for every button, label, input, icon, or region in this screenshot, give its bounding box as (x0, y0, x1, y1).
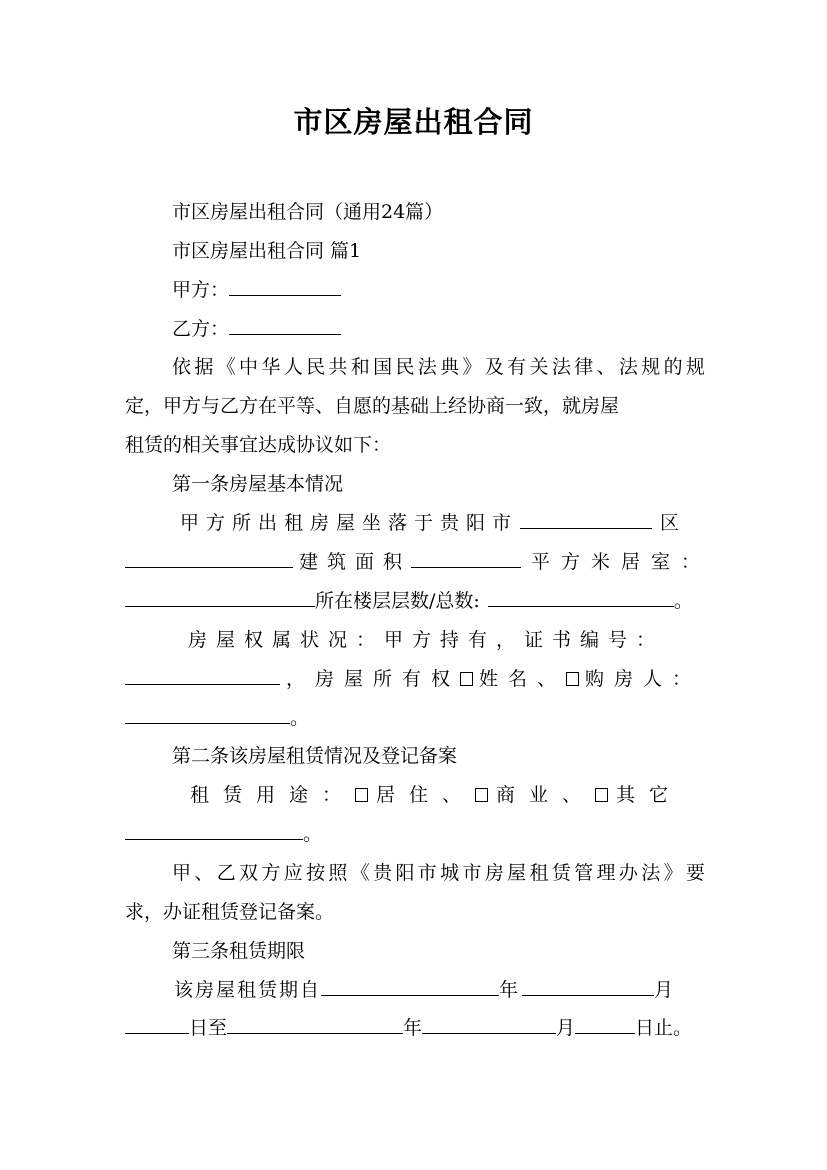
end-day-blank (575, 1015, 635, 1034)
usage-end: 。 (303, 823, 323, 845)
party-b-label: 乙方： (172, 318, 230, 340)
other-checkbox[interactable] (595, 788, 608, 802)
ownership-line (188, 625, 705, 655)
district-suffix: 区 (660, 512, 680, 534)
paragraph-line: 求，办证租赁登记备案。 (125, 901, 335, 923)
location-text: 甲方所出租房屋坐落于贵阳市 (180, 512, 519, 534)
floor-label: 所在楼层层数/总数: (315, 590, 480, 612)
article-heading: 第一条房屋基本情况 (172, 473, 344, 495)
buyer-checkbox[interactable] (566, 672, 579, 686)
location-line (180, 508, 705, 538)
usage-other-blank (125, 821, 303, 840)
paragraph-line: 租赁的相关事宜达成协议如下： (125, 434, 392, 456)
area-label: 建筑面积 (299, 551, 412, 573)
section-heading: 市区房屋出租合同 篇1 (172, 240, 362, 262)
ownership-text: 房屋权属状况：甲方持有，证书编号： (188, 629, 665, 651)
month-label: 月 (654, 979, 674, 1001)
ownership-type-text: ，房屋所有权 (286, 668, 461, 690)
usage-label: 租赁用途： (190, 784, 356, 806)
name-option: 姓名、 (479, 668, 567, 690)
buyer-line (125, 703, 705, 733)
subtitle-line: 市区房屋出租合同（通用24篇） (172, 201, 444, 223)
party-b-line (172, 314, 752, 344)
rooms-blank (125, 588, 315, 607)
usage-blank-line (125, 819, 705, 849)
paragraph-line: 定，甲方与乙方在平等、自愿的基础上经协商一致，就房屋 (125, 395, 620, 417)
start-day-blank (125, 1015, 189, 1034)
buyer-option: 购房人： (585, 668, 702, 690)
residential-checkbox[interactable] (355, 788, 368, 802)
party-a-label: 甲方： (172, 279, 230, 301)
party-a-blank (229, 277, 341, 296)
certificate-blank (125, 666, 280, 685)
floor-end: 。 (673, 590, 693, 612)
buyer-blank (125, 705, 290, 724)
party-b-blank (229, 316, 341, 335)
start-year-blank (321, 977, 499, 996)
term-start-label: 该房屋租赁期自 (174, 979, 322, 1001)
area-blank (411, 549, 521, 568)
other-option: 其它 (616, 784, 683, 806)
buyer-end: 。 (290, 707, 310, 729)
commercial-checkbox[interactable] (475, 788, 488, 802)
ownership-type-line (125, 664, 705, 694)
floor-blank (488, 588, 674, 607)
area-line (125, 547, 712, 577)
commercial-option: 商业、 (496, 784, 596, 806)
end-year-label: 年 (403, 1017, 423, 1039)
article-heading: 第二条该房屋租赁情况及登记备案 (172, 745, 458, 767)
address-blank (125, 549, 293, 568)
term-start-line (174, 975, 705, 1005)
paragraph-line: 甲 、 乙 双 方 应 按 照 《 贵 阳 市 城 市 房 屋 租 赁 管 理 办 法 》 要 (172, 862, 705, 884)
document-title: 市区房屋出租合同 (293, 105, 534, 139)
floor-line (125, 586, 705, 616)
usage-line (190, 780, 705, 810)
paragraph-line: 依 据 《 中 华 人 民 共 和 国 民 法 典 》 及 有 关 法 律 、 法 规 的 规 (172, 356, 705, 378)
rooms-label: 平方米居室： (531, 551, 712, 573)
term-end-line (125, 1013, 705, 1043)
end-year-blank (227, 1015, 403, 1034)
article-heading: 第三条租赁期限 (172, 940, 306, 962)
day-to-label: 日至 (189, 1017, 228, 1039)
district-blank (520, 510, 652, 529)
start-month-blank (522, 977, 654, 996)
year-label: 年 (499, 979, 519, 1001)
name-checkbox[interactable] (460, 672, 473, 686)
residential-option: 居住、 (376, 784, 476, 806)
end-day-label: 日止。 (635, 1017, 693, 1039)
end-month-blank (422, 1015, 556, 1034)
party-a-line (172, 275, 752, 305)
end-month-label: 月 (556, 1017, 576, 1039)
